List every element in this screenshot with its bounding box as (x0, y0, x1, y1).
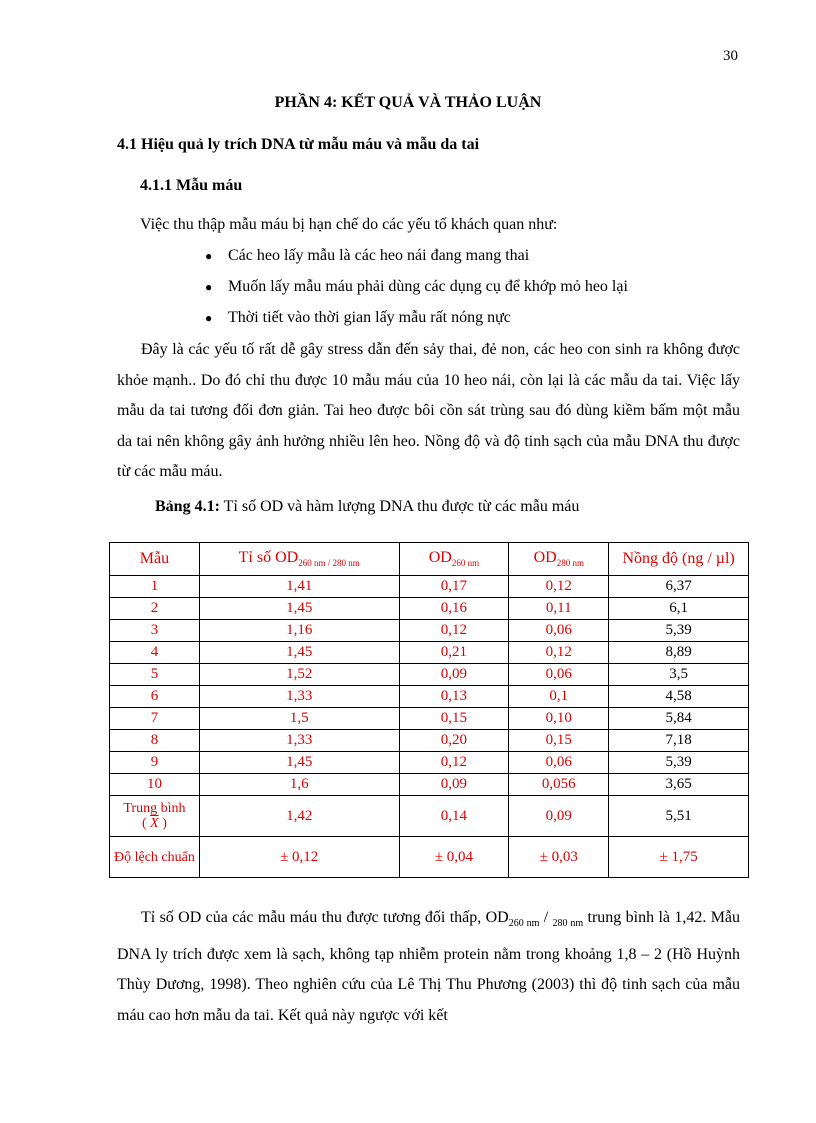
cell-concentration: 7,18 (609, 730, 749, 752)
cell-od280: 0,11 (509, 598, 609, 620)
table-row (110, 620, 749, 642)
cell-od260: 0,17 (399, 576, 509, 598)
cell-od280: 0,15 (509, 730, 609, 752)
cell-concentration: 5,39 (609, 752, 749, 774)
cell-ratio: 1,33 (199, 686, 399, 708)
cell-od260: 0,20 (399, 730, 509, 752)
cell-ratio: 1,52 (199, 664, 399, 686)
bullet-icon: ● (205, 280, 213, 294)
mean-od280: 0,09 (509, 796, 609, 837)
cell-ratio: 1,16 (199, 620, 399, 642)
cell-concentration: 6,1 (609, 598, 749, 620)
cell-od280: 0,06 (509, 664, 609, 686)
bullet-text: Các heo lấy mẫu là các heo nái đang mang thai (228, 247, 530, 264)
cell-od260: 0,09 (399, 664, 509, 686)
section-heading: PHẦN 4: KẾT QUẢ VÀ THẢO LUẬN (274, 94, 542, 111)
cell-od280: 0,1 (509, 686, 609, 708)
header-concentration: Nồng độ (ng / µl) (609, 543, 749, 576)
bullet-text: Muốn lấy mẫu máu phải dùng các dụng cụ để khớp mỏ heo lại (228, 278, 628, 295)
table-row (110, 708, 749, 730)
table-row (110, 664, 749, 686)
header-ratio: Tỉ số $OD_{260 nm / 280 nm}$ (199, 543, 399, 576)
table-row (110, 774, 749, 796)
cell-concentration: 5,84 (609, 708, 749, 730)
cell-od280: 0,056 (509, 774, 609, 796)
table-row (110, 598, 749, 620)
mean-od260: 0,14 (399, 796, 509, 837)
cell-concentration: 5,39 (609, 620, 749, 642)
sd-ratio: ± 0,12 (199, 837, 399, 878)
mean-concentration: 5,51 (609, 796, 749, 837)
cell-concentration: 6,37 (609, 576, 749, 598)
od-table (109, 542, 749, 878)
cell-ratio: 1,45 (199, 598, 399, 620)
cell-od280: 0,10 (509, 708, 609, 730)
table-row (110, 576, 749, 598)
paragraph-results: Tỉ số OD của các mẫu máu thu được tương đối thấp, $OD_{260 nm} / _{280 nm}$ trung bình là 1,42. Mẫu DNA ly trích được xem là sạch, không tạp nhiễm protein nằm trong khoảng 1,8 – 2 (Hồ Huỳnh Thùy Dương, 1998). Theo nghiên cứu của Lê Thị Thu Phương (2003) thì độ tinh sạch của mẫu máu cao hơn mẫu da tai. Kết quả này ngược với kết (117, 909, 741, 1024)
cell-sample: 6 (110, 686, 200, 708)
cell-ratio: 1,5 (199, 708, 399, 730)
paragraph: Đây là các yếu tố rất dễ gây stress dẫn đến sảy thai, đẻ non, các heo con sinh ra không được khỏe mạnh.. Do đó chỉ thu được 10 mẫu máu của 10 heo nái, còn lại là các mẫu da tai. Việc lấy mẫu da tai tương đối đơn giản. Tai heo được bôi cồn sát trùng sau đó dùng kiềm bấm một mẫu da tai nên không gây ảnh hưởng nhiều lên heo. Nồng độ và độ tinh sạch của mẫu DNA thu được từ các mẫu máu. (117, 341, 740, 480)
cell-sample: 4 (110, 642, 200, 664)
table-caption (155, 498, 579, 516)
subsection-heading: 4.1 Hiệu quả ly trích DNA từ mẫu máu và mẫu da tai (117, 136, 480, 153)
table-header-row (110, 543, 749, 576)
page-number: 30 (723, 48, 738, 64)
cell-od280: 0,06 (509, 752, 609, 774)
table-row (110, 752, 749, 774)
caption-text: Tỉ số OD và hàm lượng DNA thu được từ các mẫu máu (219, 498, 580, 515)
intro-sentence: Việc thu thập mẫu máu bị hạn chế do các yếu tố khách quan như: (140, 216, 558, 233)
cell-od260: 0,12 (399, 752, 509, 774)
bullet-icon: ● (205, 311, 213, 325)
cell-od260: 0,21 (399, 642, 509, 664)
cell-sample: 5 (110, 664, 200, 686)
bullet-list (205, 246, 628, 339)
cell-ratio: 1,6 (199, 774, 399, 796)
cell-concentration: 8,89 (609, 642, 749, 664)
cell-concentration: 4,58 (609, 686, 749, 708)
table-row (110, 730, 749, 752)
cell-od260: 0,16 (399, 598, 509, 620)
sd-concentration: ± 1,75 (609, 837, 749, 878)
cell-od260: 0,15 (399, 708, 509, 730)
cell-od280: 0,12 (509, 642, 609, 664)
sd-od260: ± 0,04 (399, 837, 509, 878)
cell-ratio: 1,41 (199, 576, 399, 598)
sd-od280: ± 0,03 (509, 837, 609, 878)
cell-ratio: 1,45 (199, 642, 399, 664)
bullet-icon: ● (205, 249, 213, 263)
cell-concentration: 3,65 (609, 774, 749, 796)
table-row (110, 686, 749, 708)
cell-sample: 8 (110, 730, 200, 752)
list-item (205, 277, 628, 308)
mean-ratio: 1,42 (199, 796, 399, 837)
header-od260: $OD_{260 nm}$ (399, 543, 509, 576)
cell-ratio: 1,45 (199, 752, 399, 774)
cell-sample: 1 (110, 576, 200, 598)
mean-label: Trung bình ( $\overline{X}$ ) (110, 796, 200, 837)
cell-od280: 0,12 (509, 576, 609, 598)
cell-sample: 7 (110, 708, 200, 730)
cell-sample: 10 (110, 774, 200, 796)
table-row-sd (110, 837, 749, 878)
cell-sample: 3 (110, 620, 200, 642)
header-od280: $OD_{280 nm}$ (509, 543, 609, 576)
cell-od280: 0,06 (509, 620, 609, 642)
cell-od260: 0,12 (399, 620, 509, 642)
cell-od260: 0,09 (399, 774, 509, 796)
list-item (205, 246, 628, 277)
bullet-text: Thời tiết vào thời gian lấy mẫu rất nóng nực (228, 309, 511, 326)
cell-sample: 2 (110, 598, 200, 620)
cell-sample: 9 (110, 752, 200, 774)
header-sample: Mẫu (110, 543, 200, 576)
caption-label: Bảng 4.1: (155, 498, 220, 515)
cell-concentration: 3,5 (609, 664, 749, 686)
table-row (110, 642, 749, 664)
sd-label: Độ lệch chuẩn (110, 837, 200, 878)
table-row-mean (110, 796, 749, 837)
cell-od260: 0,13 (399, 686, 509, 708)
cell-ratio: 1,33 (199, 730, 399, 752)
subsubsection-heading: 4.1.1 Mẫu máu (140, 177, 243, 194)
